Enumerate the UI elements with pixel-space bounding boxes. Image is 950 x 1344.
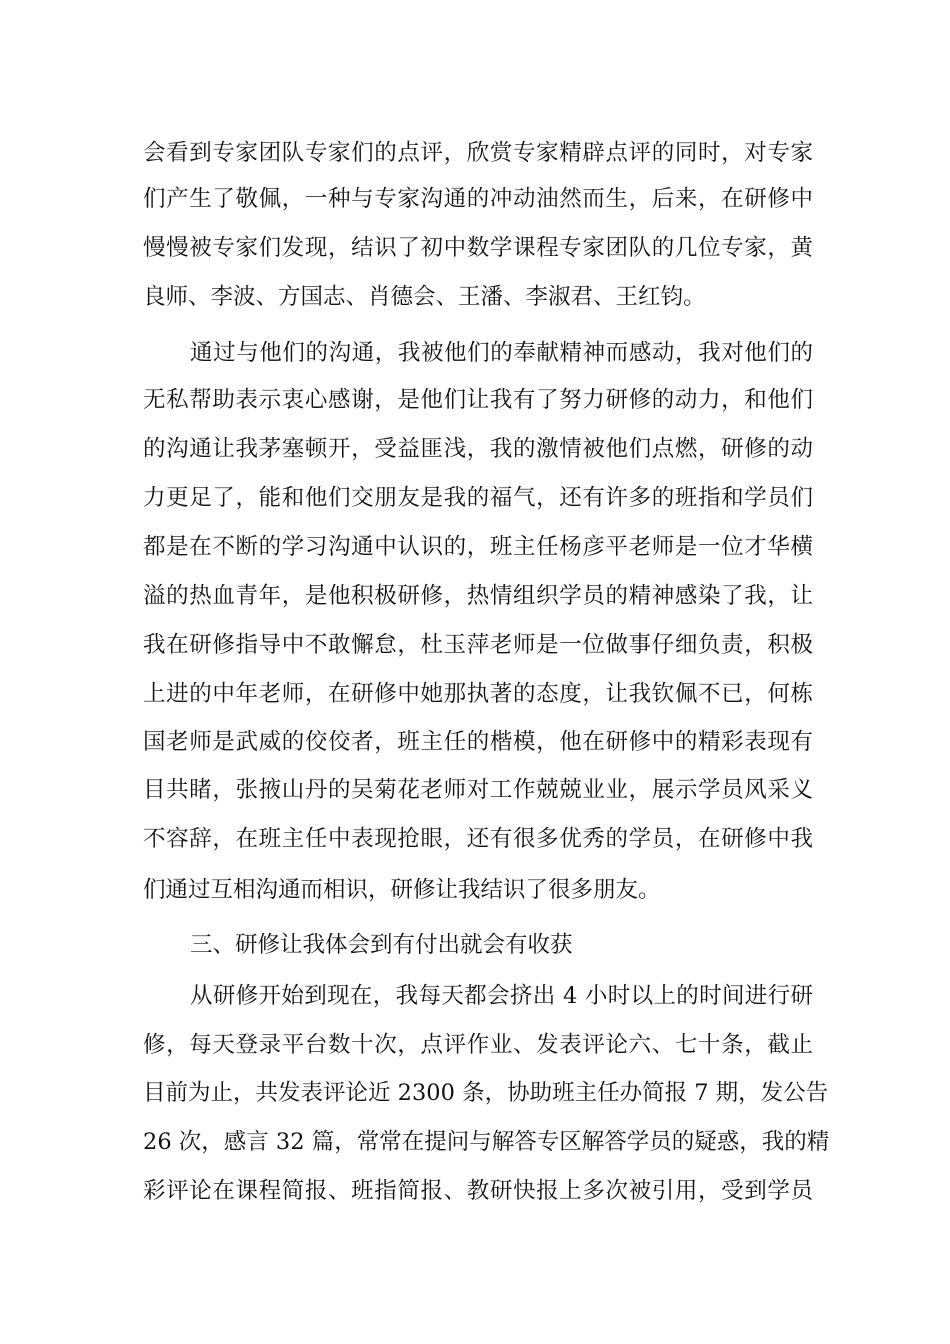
text-line: 26 次，感言 32 篇，常常在提问与解答专区解答学员的疑惑，我的精 [143, 1129, 830, 1155]
text-line: 都是在不断的学习沟通中认识的，班主任杨彦平老师是一位才华横 [143, 534, 813, 560]
text-line: 的沟通让我茅塞顿开，受益匪浅，我的激情被他们点燃，研修的动 [143, 436, 813, 462]
text-line: 无私帮助表示衷心感谢，是他们让我有了努力研修的动力，和他们 [143, 387, 813, 413]
text-line: 通过与他们的沟通，我被他们的奉献精神而感动，我对他们的 [190, 340, 813, 366]
text-line: 上进的中年老师，在研修中她那执著的态度，让我钦佩不已，何栋 [143, 681, 813, 707]
text-line: 力更足了，能和他们交朋友是我的福气，还有许多的班指和学员们 [143, 485, 813, 511]
text-line: 目前为止，共发表评论近 2300 条，协助班主任办简报 7 期，发公告 [143, 1080, 829, 1106]
section-heading: 三、研修让我体会到有付出就会有收获 [190, 932, 573, 958]
text-line: 修，每天登录平台数十次，点评作业、发表评论六、七十条，截止 [143, 1032, 813, 1058]
text-line: 目共睹，张掖山丹的吴菊花老师对工作兢兢业业，展示学员风采义 [143, 777, 813, 803]
text-line: 溢的热血青年，是他积极研修，热情组织学员的精神感染了我，让 [143, 583, 813, 609]
text-line: 慢慢被专家们发现，结识了初中数学课程专家团队的几位专家，黄 [143, 235, 813, 261]
text-line: 我在研修指导中不敢懈怠，杜玉萍老师是一位做事仔细负责，积极 [143, 632, 813, 658]
text-line: 国老师是武威的佼佼者，班主任的楷模，他在研修中的精彩表现有 [143, 729, 813, 755]
text-line: 从研修开始到现在，我每天都会挤出 4 小时以上的时间进行研 [190, 983, 813, 1009]
text-line: 会看到专家团队专家们的点评，欣赏专家精辟点评的同时，对专家 [143, 140, 813, 166]
text-line: 彩评论在课程简报、班指简报、教研快报上多次被引用，受到学员 [143, 1178, 813, 1204]
text-line: 不容辞，在班主任中表现抢眼，还有很多优秀的学员，在研修中我 [143, 826, 813, 852]
text-line: 们产生了敬佩，一种与专家沟通的冲动油然而生，后来，在研修中 [143, 186, 813, 212]
text-line: 良师、李波、方国志、肖德会、王潘、李淑君、王红钧。 [143, 284, 706, 310]
text-line: 们通过互相沟通而相识，研修让我结识了很多朋友。 [143, 877, 661, 903]
